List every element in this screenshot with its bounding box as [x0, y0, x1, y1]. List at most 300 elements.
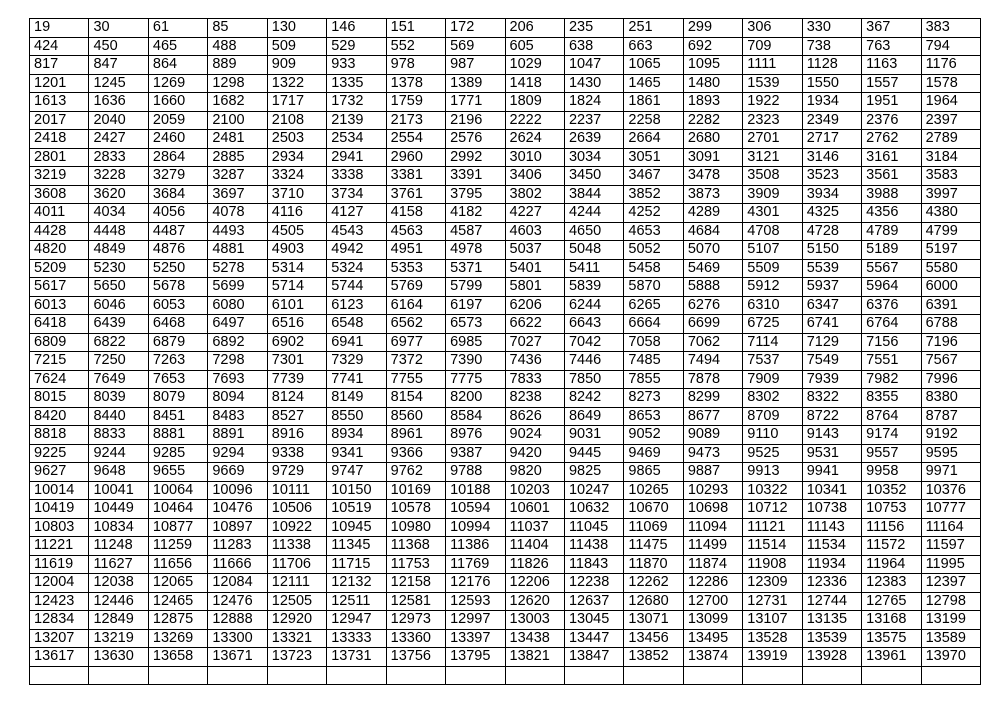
table-cell: 10698 [683, 500, 742, 519]
table-cell: 6977 [386, 333, 445, 352]
table-cell: 6468 [148, 315, 207, 334]
table-cell: 1163 [862, 56, 921, 75]
table-cell [148, 666, 207, 685]
table-cell: 4543 [327, 222, 386, 241]
table-cell: 3324 [267, 167, 326, 186]
table-cell: 889 [208, 56, 267, 75]
table-cell: 7298 [208, 352, 267, 371]
table-cell: 10601 [505, 500, 564, 519]
table-cell: 9143 [802, 426, 861, 445]
table-cell: 13528 [743, 629, 802, 648]
table-cell: 13671 [208, 648, 267, 667]
table-cell: 1613 [30, 93, 89, 112]
table-cell: 13168 [862, 611, 921, 630]
table-cell: 13847 [564, 648, 623, 667]
table-cell: 1893 [683, 93, 742, 112]
table-cell: 605 [505, 37, 564, 56]
table-cell: 13300 [208, 629, 267, 648]
table-cell: 6391 [921, 296, 980, 315]
table-cell: 4158 [386, 204, 445, 223]
table-cell: 8079 [148, 389, 207, 408]
table-cell: 13219 [89, 629, 148, 648]
table-cell: 6643 [564, 315, 623, 334]
table-cell: 7446 [564, 352, 623, 371]
table-cell: 3450 [564, 167, 623, 186]
table-cell: 7939 [802, 370, 861, 389]
table-cell: 13438 [505, 629, 564, 648]
table-cell: 8302 [743, 389, 802, 408]
table-cell: 3161 [862, 148, 921, 167]
table-cell: 12446 [89, 592, 148, 611]
table-row [30, 407, 981, 426]
table-cell: 11386 [446, 537, 505, 556]
table-cell: 13099 [683, 611, 742, 630]
table-cell: 1557 [862, 74, 921, 93]
table-cell: 6725 [743, 315, 802, 334]
table-cell: 6376 [862, 296, 921, 315]
table-cell: 4653 [624, 222, 683, 241]
table-cell: 11283 [208, 537, 267, 556]
table-cell: 4978 [446, 241, 505, 260]
table-cell: 2624 [505, 130, 564, 149]
table-cell: 5870 [624, 278, 683, 297]
table-cell: 663 [624, 37, 683, 56]
table-cell: 1176 [921, 56, 980, 75]
table-cell: 1660 [148, 93, 207, 112]
table-cell: 13821 [505, 648, 564, 667]
table-cell: 1539 [743, 74, 802, 93]
table-cell: 10464 [148, 500, 207, 519]
table-cell: 1111 [743, 56, 802, 75]
table-row [30, 222, 981, 241]
table-cell: 8355 [862, 389, 921, 408]
table-cell: 1065 [624, 56, 683, 75]
table-cell: 1029 [505, 56, 564, 75]
table-cell: 3852 [624, 185, 683, 204]
table-cell: 2801 [30, 148, 89, 167]
table-cell: 11715 [327, 555, 386, 574]
table-cell: 12286 [683, 574, 742, 593]
table-cell: 13658 [148, 648, 207, 667]
table-cell: 3684 [148, 185, 207, 204]
table-cell: 13456 [624, 629, 683, 648]
table-cell: 11995 [921, 555, 980, 574]
table-cell: 10188 [446, 481, 505, 500]
table-cell: 10352 [862, 481, 921, 500]
table-cell: 6265 [624, 296, 683, 315]
table-cell: 2701 [743, 130, 802, 149]
table-cell: 4881 [208, 241, 267, 260]
table-cell: 6046 [89, 296, 148, 315]
table-cell: 9174 [862, 426, 921, 445]
table-cell: 10578 [386, 500, 445, 519]
table-cell [624, 666, 683, 685]
table-cell: 5209 [30, 259, 89, 278]
table-cell: 5937 [802, 278, 861, 297]
table-cell: 6822 [89, 333, 148, 352]
table-cell: 10265 [624, 481, 683, 500]
table-cell: 9031 [564, 426, 623, 445]
table-cell: 12336 [802, 574, 861, 593]
table-cell: 7494 [683, 352, 742, 371]
table-cell [802, 666, 861, 685]
table-cell: 3523 [802, 167, 861, 186]
table-cell: 12038 [89, 574, 148, 593]
table-cell: 9089 [683, 426, 742, 445]
table-cell: 13731 [327, 648, 386, 667]
table-row [30, 315, 981, 334]
table-cell: 1269 [148, 74, 207, 93]
table-cell: 465 [148, 37, 207, 56]
table-row [30, 352, 981, 371]
table-cell: 13919 [743, 648, 802, 667]
table-cell: 13199 [921, 611, 980, 630]
table-cell: 11475 [624, 537, 683, 556]
table-cell: 3287 [208, 167, 267, 186]
table-cell: 13928 [802, 648, 861, 667]
table-cell: 7775 [446, 370, 505, 389]
table-cell: 3146 [802, 148, 861, 167]
table-cell: 2017 [30, 111, 89, 130]
table-cell: 3279 [148, 167, 207, 186]
table-cell: 4728 [802, 222, 861, 241]
table-cell: 7156 [862, 333, 921, 352]
table-cell: 1389 [446, 74, 505, 93]
table-cell: 9225 [30, 444, 89, 463]
table-cell: 10041 [89, 481, 148, 500]
table-cell: 12309 [743, 574, 802, 593]
table-cell: 7129 [802, 333, 861, 352]
table-cell: 367 [862, 19, 921, 38]
table-cell: 11964 [862, 555, 921, 574]
table-cell: 10632 [564, 500, 623, 519]
table-cell: 4289 [683, 204, 742, 223]
table-cell: 4182 [446, 204, 505, 223]
table-cell: 1951 [862, 93, 921, 112]
table-cell: 11706 [267, 555, 326, 574]
table-cell: 5107 [743, 241, 802, 260]
table-cell: 11143 [802, 518, 861, 537]
table-cell: 12111 [267, 574, 326, 593]
table-cell: 2833 [89, 148, 148, 167]
table-cell: 2397 [921, 111, 980, 130]
table-cell: 1964 [921, 93, 980, 112]
table-cell: 9958 [862, 463, 921, 482]
table-cell: 11534 [802, 537, 861, 556]
table-cell: 450 [89, 37, 148, 56]
table-cell: 10096 [208, 481, 267, 500]
table-cell: 2639 [564, 130, 623, 149]
table-cell: 3121 [743, 148, 802, 167]
table-cell: 1732 [327, 93, 386, 112]
table-cell: 9387 [446, 444, 505, 463]
table-cell: 7982 [862, 370, 921, 389]
table-cell: 7436 [505, 352, 564, 371]
table-cell: 3338 [327, 167, 386, 186]
table-cell: 11345 [327, 537, 386, 556]
table-cell: 11934 [802, 555, 861, 574]
table-cell: 7833 [505, 370, 564, 389]
table-cell: 5314 [267, 259, 326, 278]
table-cell: 4380 [921, 204, 980, 223]
table-cell: 6123 [327, 296, 386, 315]
table-cell: 8976 [446, 426, 505, 445]
table-cell: 2789 [921, 130, 980, 149]
table-cell: 10064 [148, 481, 207, 500]
table-cell: 9655 [148, 463, 207, 482]
table-cell: 7741 [327, 370, 386, 389]
table-cell: 5964 [862, 278, 921, 297]
table-cell: 1430 [564, 74, 623, 93]
table-cell: 6764 [862, 315, 921, 334]
table-cell: 11572 [862, 537, 921, 556]
number-table-container [29, 18, 981, 685]
table-cell: 978 [386, 56, 445, 75]
table-cell: 817 [30, 56, 89, 75]
table-cell: 3034 [564, 148, 623, 167]
table-cell: 692 [683, 37, 742, 56]
table-cell: 8891 [208, 426, 267, 445]
table-cell: 9531 [802, 444, 861, 463]
table-cell: 2376 [862, 111, 921, 130]
table-cell: 11037 [505, 518, 564, 537]
table-cell: 8881 [148, 426, 207, 445]
table-cell [208, 666, 267, 685]
table-cell: 4356 [862, 204, 921, 223]
table-cell: 6244 [564, 296, 623, 315]
table-cell: 7537 [743, 352, 802, 371]
table-cell: 4078 [208, 204, 267, 223]
table-cell: 10014 [30, 481, 89, 500]
table-cell: 3608 [30, 185, 89, 204]
table-cell: 7329 [327, 352, 386, 371]
table-cell: 10203 [505, 481, 564, 500]
table-cell: 6206 [505, 296, 564, 315]
table-cell: 11121 [743, 518, 802, 537]
table-cell: 12593 [446, 592, 505, 611]
table-cell: 251 [624, 19, 683, 38]
table-cell: 1378 [386, 74, 445, 93]
table-cell: 4116 [267, 204, 326, 223]
table-cell: 13107 [743, 611, 802, 630]
table-cell: 8787 [921, 407, 980, 426]
table-cell: 11627 [89, 555, 148, 574]
table-row [30, 648, 981, 667]
table-cell: 3228 [89, 167, 148, 186]
table-cell [505, 666, 564, 685]
table-cell: 6439 [89, 315, 148, 334]
table-cell: 4650 [564, 222, 623, 241]
table-cell: 11619 [30, 555, 89, 574]
table-row [30, 19, 981, 38]
table-cell: 6347 [802, 296, 861, 315]
table-cell: 2576 [446, 130, 505, 149]
table-cell: 8653 [624, 407, 683, 426]
table-cell: 4951 [386, 241, 445, 260]
table-cell [89, 666, 148, 685]
table-cell: 2664 [624, 130, 683, 149]
table-cell: 424 [30, 37, 89, 56]
table-cell: 5189 [862, 241, 921, 260]
table-cell: 7263 [148, 352, 207, 371]
table-cell [921, 666, 980, 685]
table-cell: 85 [208, 19, 267, 38]
table-cell: 6562 [386, 315, 445, 334]
table-cell: 1298 [208, 74, 267, 93]
table-cell: 6809 [30, 333, 89, 352]
table-cell: 10753 [862, 500, 921, 519]
table-cell: 10877 [148, 518, 207, 537]
table-cell: 10247 [564, 481, 623, 500]
table-cell: 4820 [30, 241, 89, 260]
table-cell: 1922 [743, 93, 802, 112]
table-row [30, 130, 981, 149]
table-cell: 8094 [208, 389, 267, 408]
table-cell: 5037 [505, 241, 564, 260]
table-cell: 13045 [564, 611, 623, 630]
table-cell: 383 [921, 19, 980, 38]
table-cell: 7567 [921, 352, 980, 371]
table-cell: 1322 [267, 74, 326, 93]
table-row [30, 389, 981, 408]
table-cell: 1245 [89, 74, 148, 93]
table-cell: 9294 [208, 444, 267, 463]
table-cell: 10834 [89, 518, 148, 537]
table-cell: 10322 [743, 481, 802, 500]
table-cell: 12084 [208, 574, 267, 593]
table-cell: 10449 [89, 500, 148, 519]
table-cell: 9865 [624, 463, 683, 482]
table-cell: 7196 [921, 333, 980, 352]
table-cell: 12383 [862, 574, 921, 593]
table-cell: 9110 [743, 426, 802, 445]
table-cell: 10169 [386, 481, 445, 500]
table-cell: 7878 [683, 370, 742, 389]
table-cell: 6741 [802, 315, 861, 334]
table-cell: 8722 [802, 407, 861, 426]
table-cell: 2481 [208, 130, 267, 149]
table-cell: 13135 [802, 611, 861, 630]
table-cell: 9557 [862, 444, 921, 463]
table-cell: 7114 [743, 333, 802, 352]
table-cell: 11338 [267, 537, 326, 556]
table-cell: 9525 [743, 444, 802, 463]
table-cell: 9469 [624, 444, 683, 463]
table-cell: 2222 [505, 111, 564, 130]
table-cell: 8550 [327, 407, 386, 426]
table-cell: 10803 [30, 518, 89, 537]
table-cell: 6699 [683, 315, 742, 334]
table-cell: 7027 [505, 333, 564, 352]
table-cell: 2960 [386, 148, 445, 167]
table-cell: 5052 [624, 241, 683, 260]
table-cell: 2460 [148, 130, 207, 149]
table-cell: 3508 [743, 167, 802, 186]
table-cell: 12132 [327, 574, 386, 593]
table-cell: 569 [446, 37, 505, 56]
table-cell: 8916 [267, 426, 326, 445]
table-cell: 10738 [802, 500, 861, 519]
table-cell: 9729 [267, 463, 326, 482]
table-cell: 12849 [89, 611, 148, 630]
table-cell: 12511 [327, 592, 386, 611]
table-cell: 864 [148, 56, 207, 75]
table-cell: 9024 [505, 426, 564, 445]
table-cell: 13207 [30, 629, 89, 648]
table-cell: 7549 [802, 352, 861, 371]
table-cell: 3184 [921, 148, 980, 167]
table-cell: 3467 [624, 167, 683, 186]
table-cell: 9913 [743, 463, 802, 482]
table-cell: 5714 [267, 278, 326, 297]
table-cell: 11870 [624, 555, 683, 574]
table-cell: 1550 [802, 74, 861, 93]
table-cell: 172 [446, 19, 505, 38]
table-cell: 8764 [862, 407, 921, 426]
table-cell: 8015 [30, 389, 89, 408]
table-row [30, 37, 981, 56]
table-cell: 10506 [267, 500, 326, 519]
table-cell: 10419 [30, 500, 89, 519]
table-cell: 6941 [327, 333, 386, 352]
table-cell: 1095 [683, 56, 742, 75]
table-cell: 12581 [386, 592, 445, 611]
table-cell: 709 [743, 37, 802, 56]
table-cell: 12423 [30, 592, 89, 611]
table-cell: 2108 [267, 111, 326, 130]
table-cell: 61 [148, 19, 207, 38]
table-cell: 6573 [446, 315, 505, 334]
table-cell: 6276 [683, 296, 742, 315]
table-cell: 8649 [564, 407, 623, 426]
table-cell: 4428 [30, 222, 89, 241]
table-cell: 8527 [267, 407, 326, 426]
table-cell: 7301 [267, 352, 326, 371]
table-cell: 8273 [624, 389, 683, 408]
table-cell: 6418 [30, 315, 89, 334]
table-cell: 7372 [386, 352, 445, 371]
table-cell: 1759 [386, 93, 445, 112]
table-cell: 1771 [446, 93, 505, 112]
table-cell: 5839 [564, 278, 623, 297]
table-cell: 2418 [30, 130, 89, 149]
table-cell: 2237 [564, 111, 623, 130]
table-row [30, 555, 981, 574]
table-row [30, 463, 981, 482]
table-cell: 8154 [386, 389, 445, 408]
table-cell: 8560 [386, 407, 445, 426]
table-cell: 4603 [505, 222, 564, 241]
table-cell: 2534 [327, 130, 386, 149]
table-cell: 12973 [386, 611, 445, 630]
table-cell: 4789 [862, 222, 921, 241]
table-cell: 6310 [743, 296, 802, 315]
table-cell: 10670 [624, 500, 683, 519]
table-cell: 9669 [208, 463, 267, 482]
table-cell: 7062 [683, 333, 742, 352]
table-cell: 12834 [30, 611, 89, 630]
table-cell: 1636 [89, 93, 148, 112]
table-cell: 206 [505, 19, 564, 38]
table-row [30, 629, 981, 648]
table-cell: 151 [386, 19, 445, 38]
table-cell: 4799 [921, 222, 980, 241]
table-cell: 11908 [743, 555, 802, 574]
table-cell: 11874 [683, 555, 742, 574]
table-cell: 5539 [802, 259, 861, 278]
table-cell: 10293 [683, 481, 742, 500]
table-cell: 2934 [267, 148, 326, 167]
